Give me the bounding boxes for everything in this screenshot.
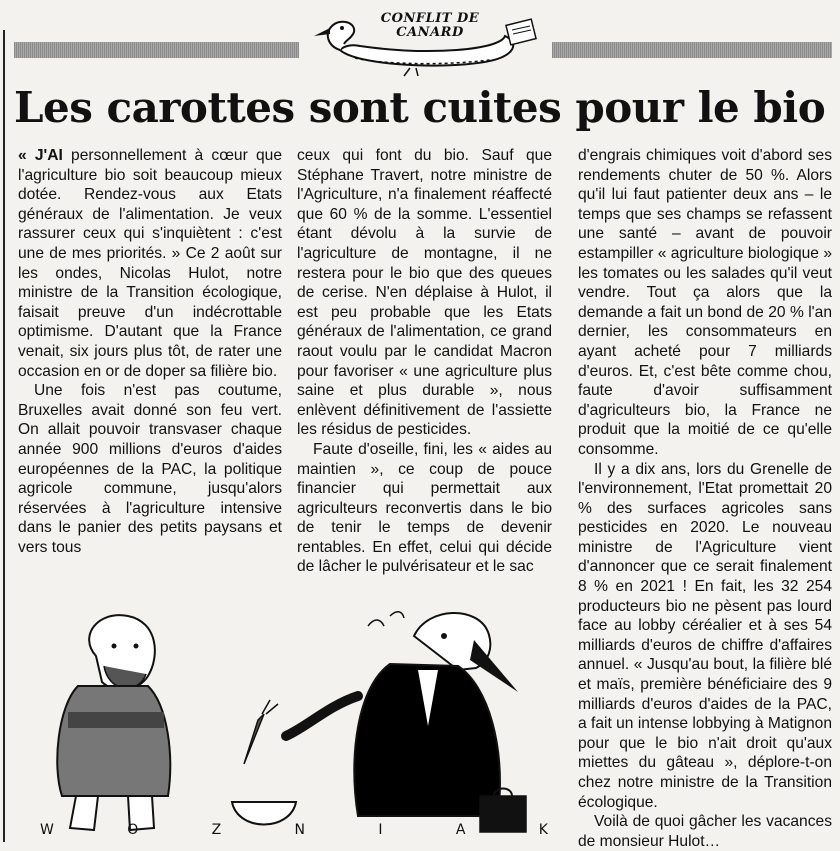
- signature-letter: K: [538, 822, 550, 838]
- column-1-paragraph-1: [18, 146, 282, 381]
- column-3-paragraph-1: d'engrais chimiques voit d'abord ses rendements chuter de 50 %. Alors qu'il lui faut patienter deux ans – le temps que ses champs se refassent une santé – avant de pouvoir estampiller « agriculture biologique » les tomates ou les salades qu'il veut vendre. Tout ça alors que la demande a fait un bond de 20 % l'an dernier, les consommateurs en ayant acheté pour 7 milliards d'euros. Et, c'est bête comme chou, faute d'avoir suffisamment d'agriculteurs bio, la France ne produit que la moitié de ce qu'elle consomme.: [578, 147, 832, 458]
- column-2-paragraph-2: Faute d'oseille, fini, les « aides au maintien », ce coup de pouce financier qui permettait aux agriculteurs reconvertis dans le bio de tenir le temps de devenir rentables. En effet, celui qui décide de lâcher le pulvérisateur et le sac: [297, 440, 552, 576]
- signature-letter: A: [455, 822, 468, 838]
- rubric-title: [360, 12, 500, 40]
- rubric-line-2: CANARD: [396, 25, 464, 40]
- rubric-bar-right: [552, 42, 832, 58]
- rubric-line-1: CONFLIT DE: [380, 11, 480, 26]
- column-1-paragraph-2: Une fois n'est pas coutume, Bruxelles avait donné son feu vert. On allait pouvoir transvaser chaque année 900 millions d'euros d'aides européennes de la PAC, la politique agricole commune, jusqu'alors réservées à l'agriculture intensive dans le panier des petits paysans et vers tous: [18, 382, 282, 556]
- article-column-1: [18, 146, 282, 557]
- article-column-2: [297, 146, 552, 577]
- column-3-paragraph-2: Il y a dix ans, lors du Grenelle de l'environnement, l'Etat promettait 20 % des surfaces agricoles sans pesticides en 2020. Le nouveau ministre de l'Agriculture vient d'annoncer que ce serait finalement 8 % en 2021 ! En fait, les 32 254 producteurs bio ne pèsent pas lourd face au lobby céréalier et à ses 54 milliards d'euros de chiffre d'affaires annuel. « Jusqu'au bout, la filière blé et maïs, première bénéficiaire des 9 milliards d'euros d'aides de la PAC, a fait un intense lobbying à Matignon pour que le bio n'ait droit qu'aux miettes du gâteau », déplore-t-on chez notre ministre de la Transition écologique.: [578, 460, 833, 811]
- rubric-bar-left: [14, 42, 299, 58]
- signature-letter: I: [378, 822, 385, 838]
- cartoon-right-figure: [286, 612, 526, 832]
- cartoon-left-figure: [57, 615, 170, 830]
- carrot-icon: [244, 700, 278, 764]
- signature-letter: Z: [211, 822, 224, 838]
- column-3-paragraph-3: Voilà de quoi gâcher les vacances de monsieur Hulot…: [578, 813, 832, 850]
- page-border-rule: [3, 30, 5, 842]
- column-1-paragraph-1-text: personnellement à cœur que l'agriculture bio soit beaucoup mieux dotée. Rendez-vous aux Etats généraux de l'alimentation. Je veux rassurer ceux qui s'inquiètent : c'est une de mes priorités. » Ce 2 août sur les ondes, Nicolas Hulot, notre ministre de la Transition écologique, faisait preuve d'un indécrottable optimisme. D'autant que la France venait, six jours plus tôt, de rater une occasion en or de doper sa filière bio.: [18, 147, 282, 380]
- cartoon-signature: [40, 822, 550, 838]
- column-2-paragraph-1: ceux qui font du bio. Sauf que Stéphane Travert, notre ministre de l'Agriculture, n'a finalement réaffecté que 60 % de la somme. L'essentiel étant dévolu à la survie de l'agriculture de montagne, il ne restera pour le bio que des queues de cerise. N'en déplaise à Hulot, il est peu probable que les Etats généraux de l'alimentation, ce grand raout voulu par le candidat Macron pour favoriser « une agriculture plus saine et plus durable », nous enlèvent définitivement de l'assiette les résidus de pesticides.: [297, 147, 552, 439]
- cartoon-illustration: [18, 596, 560, 846]
- signature-letter: W: [40, 822, 56, 838]
- signature-letter: O: [127, 822, 141, 838]
- article-column-3: [578, 146, 832, 851]
- article-lead: « J'AI: [18, 147, 63, 164]
- signature-letter: N: [294, 822, 307, 838]
- article-headline: Les carottes sont cuites pour le bio: [14, 83, 826, 132]
